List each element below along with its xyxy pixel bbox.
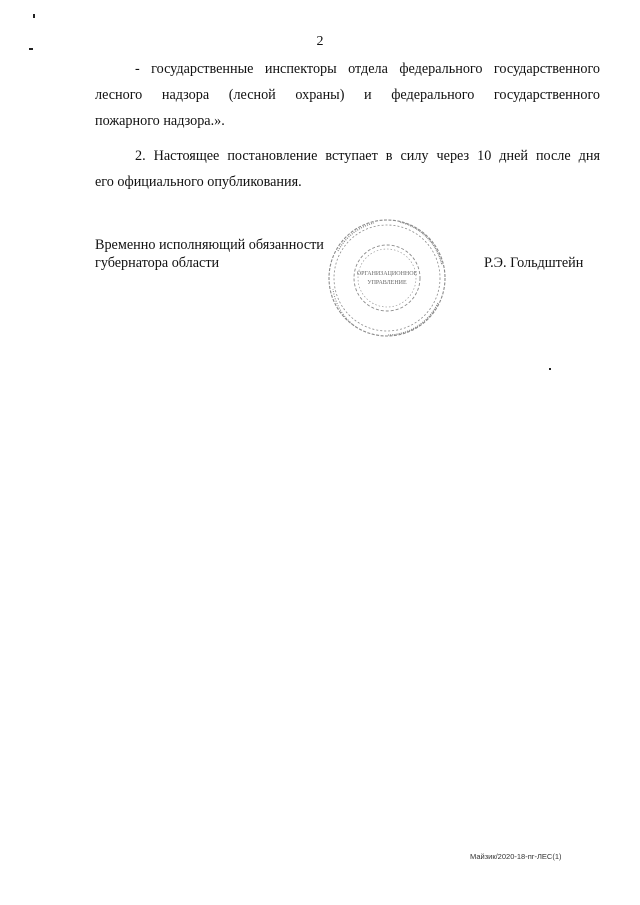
text-line: пожарного надзора.». bbox=[95, 113, 225, 130]
paragraph-effective-date bbox=[95, 143, 600, 195]
text-line: - государственные инспекторы отдела федерального государственного bbox=[135, 61, 600, 77]
document-body bbox=[95, 56, 600, 195]
signatory-name: Р.Э. Гольдштейн bbox=[484, 255, 584, 271]
text-line: 2. Настоящее постановление вступает в силу через 10 дней после дня bbox=[135, 147, 600, 164]
page-number: 2 bbox=[316, 34, 324, 49]
seal-inner-line1: ОРГАНИЗАЦИОННОЕ bbox=[356, 271, 418, 277]
text-line: лесного надзора (лесной охраны) и федерального государственного bbox=[95, 87, 600, 104]
scan-mark bbox=[33, 14, 35, 18]
paragraph-inspectors bbox=[95, 56, 600, 135]
signatory-title-line2: губернатора области bbox=[95, 255, 220, 271]
document-code: Майзик/2020-18-пг-ЛЕС(1) bbox=[470, 852, 562, 861]
text-line: его официального опубликования. bbox=[95, 173, 302, 190]
official-seal bbox=[326, 217, 448, 339]
scan-mark bbox=[549, 368, 551, 370]
seal-inner-line2: УПРАВЛЕНИЕ bbox=[367, 280, 407, 286]
signatory-title bbox=[95, 236, 324, 272]
signatory-title-line1: Временно исполняющий обязанности bbox=[95, 237, 324, 253]
